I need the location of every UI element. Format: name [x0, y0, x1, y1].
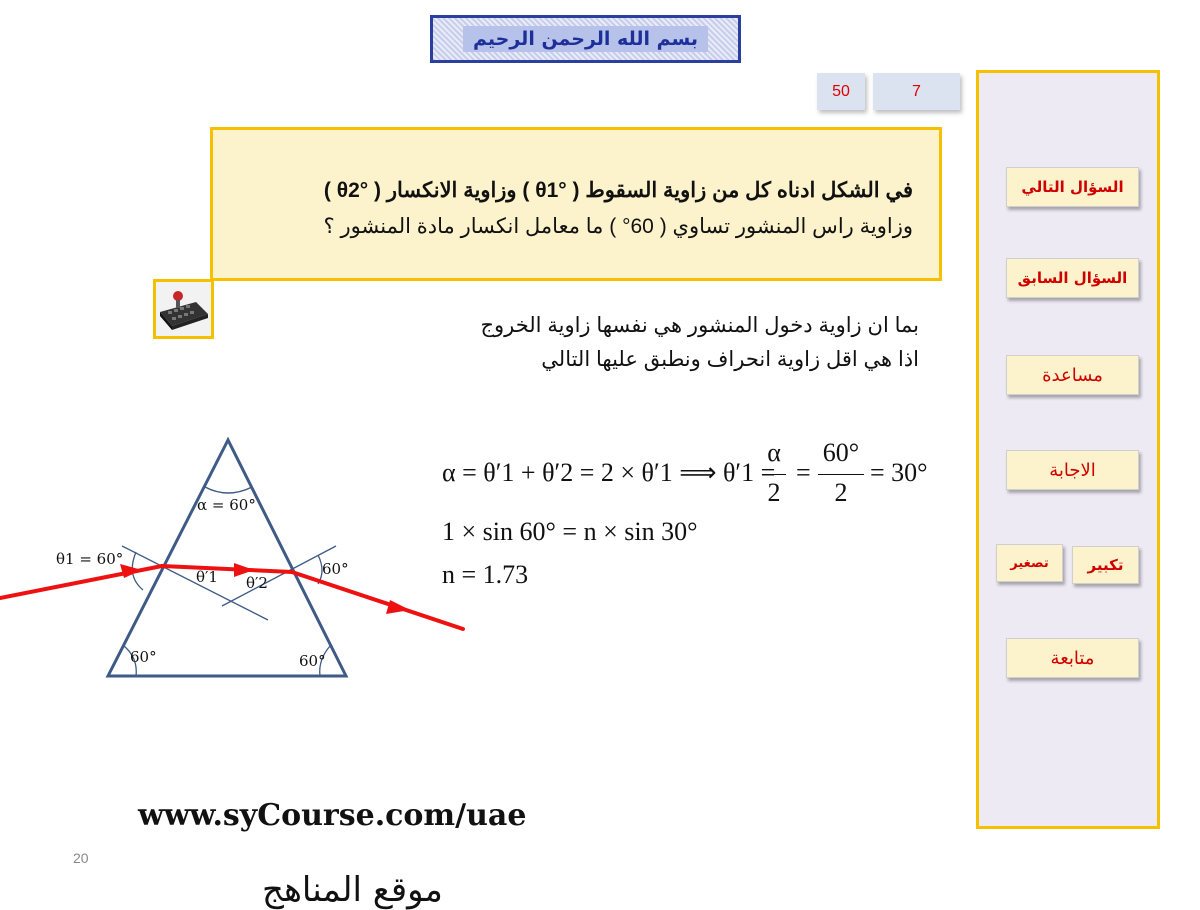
question-line-1: في الشكل ادناه كل من زاوية السقوط ( θ1° ) وزاوية الانكسار ( θ2° ): [323, 179, 913, 202]
question-box: [210, 127, 942, 281]
help-button[interactable]: مساعدة: [1006, 355, 1139, 395]
explanation-line-1: بما ان زاوية دخول المنشور هي نفسها زاوية الخروج: [480, 314, 919, 337]
zoom-in-button[interactable]: تكبير: [1072, 546, 1139, 584]
basmala-text: بسم الله الرحمن الرحيم: [463, 26, 708, 52]
site-name: موقع المناهج: [262, 870, 443, 910]
previous-question-button[interactable]: السؤال السابق: [1006, 258, 1139, 298]
equation-snell: 1 × sin 60° = n × sin 30°: [442, 517, 698, 546]
inner-angle-label-2: θ′2: [246, 574, 268, 592]
refracted-ray: [162, 566, 292, 572]
fraction-2-denominator: 2: [834, 478, 848, 507]
continue-button[interactable]: متابعة: [1006, 638, 1139, 678]
fraction-2-bar: [818, 474, 864, 475]
question-image-thumbnail[interactable]: [153, 279, 214, 339]
exit-angle-label: 60°: [322, 560, 349, 578]
fraction-1-numerator: α: [767, 438, 781, 467]
base-left-angle-label: 60°: [130, 648, 157, 666]
incident-angle-label: θ1 = 60°: [56, 550, 124, 568]
base-right-angle-label: 60°: [299, 652, 326, 670]
current-question-counter: 7: [873, 73, 960, 110]
site-url: www.syCourse.com/uae: [138, 798, 527, 833]
inner-angle-label-1: θ′1: [196, 568, 218, 586]
next-question-button[interactable]: السؤال التالي: [1006, 167, 1139, 207]
fraction-2-numerator: 60°: [822, 438, 860, 467]
exit-normal-line: [222, 546, 336, 606]
fraction-1-bar: [762, 474, 786, 475]
zoom-out-button[interactable]: تصغير: [996, 544, 1063, 582]
equation-alpha-left: α = θ′1 + θ′2 = 2 × θ′1 ⟹ θ′1 =: [442, 458, 776, 487]
prism-diagram: [0, 430, 470, 690]
explanation-line-2: اذا هي اقل زاوية انحراف ونطبق عليها التالي: [541, 348, 919, 371]
keyboard-image-icon: [156, 282, 211, 336]
equation-alpha-mid: =: [796, 458, 811, 487]
prism-triangle: [108, 440, 346, 676]
fraction-1-denominator: 2: [767, 478, 781, 507]
basmala-banner: [430, 15, 741, 63]
apex-angle-label: α = 60°: [197, 496, 256, 514]
apex-angle-arc: [205, 487, 252, 493]
equation-alpha-right: = 30°: [870, 458, 928, 487]
question-line-2: وزاوية راس المنشور تساوي ( 60° ) ما معامل انكسار مادة المنشور ؟: [323, 215, 913, 238]
total-questions-counter: 50: [817, 73, 865, 110]
answer-button[interactable]: الاجابة: [1006, 450, 1139, 490]
slide-number: 20: [73, 850, 89, 866]
equation-result: n = 1.73: [442, 560, 529, 589]
incident-ray-arrow: [120, 564, 142, 578]
